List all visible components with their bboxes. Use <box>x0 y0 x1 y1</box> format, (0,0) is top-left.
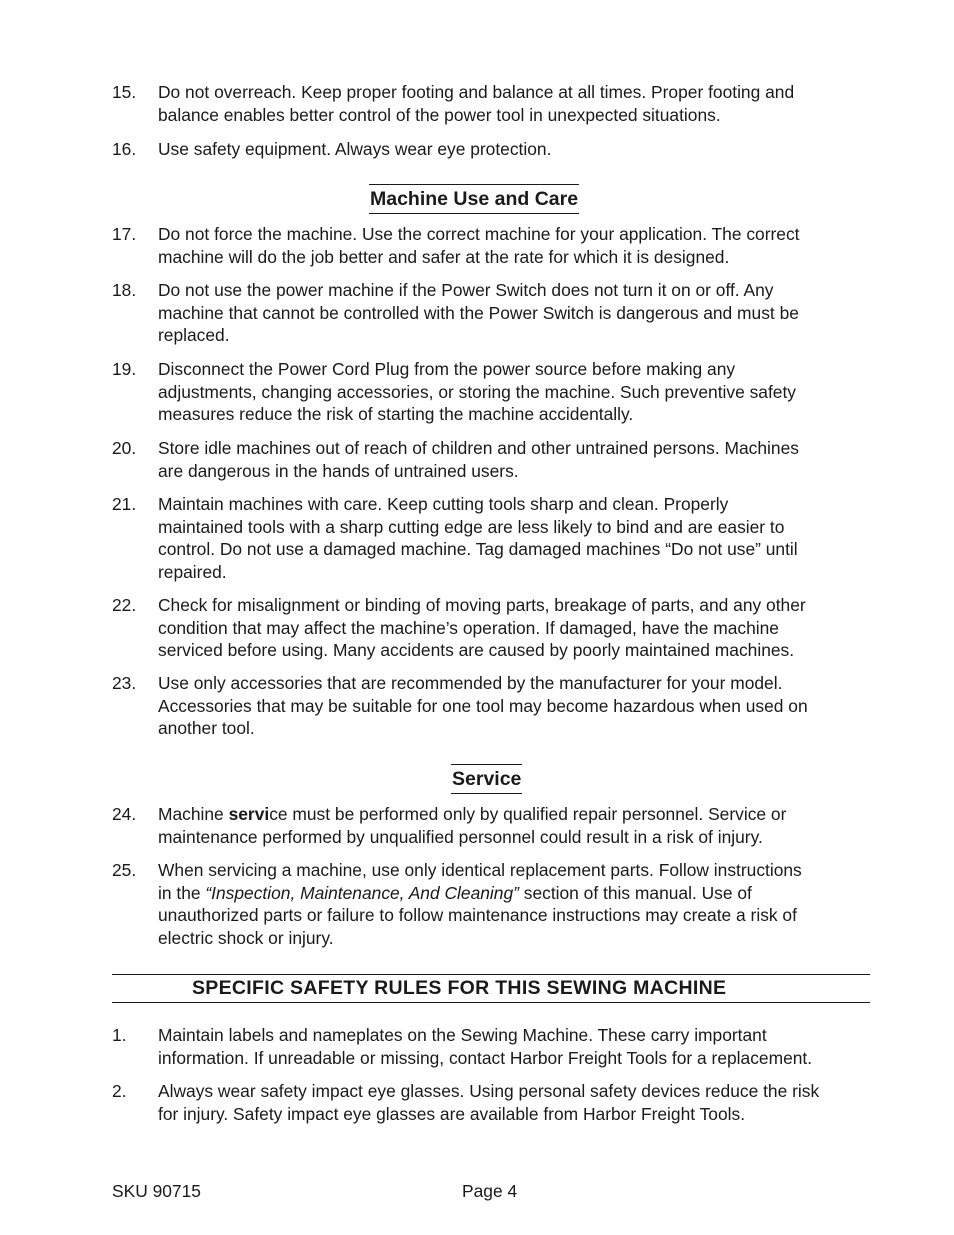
item-text: Machine service must be performed only by qualified repair personnel. Service or <box>158 804 787 824</box>
item-number: 15. <box>112 82 137 102</box>
item-number: 23. <box>112 673 137 693</box>
item-number: 21. <box>112 494 137 514</box>
item-text: balance enables better control of the power tool in unexpected situations. <box>158 104 721 125</box>
item-text: another tool. <box>158 718 255 738</box>
section-heading-machine-use: Machine Use and Care <box>369 184 579 214</box>
item-text: are dangerous in the hands of untrained users. <box>158 460 519 481</box>
item-text: maintenance performed by unqualified personnel could result in a risk of injury. <box>158 826 763 847</box>
item-text: for injury. Safety impact eye glasses are available from Harbor Freight Tools. <box>158 1103 746 1124</box>
item-text: serviced before using. Many accidents are caused by poorly maintained machines. <box>158 640 795 660</box>
item-text: electric shock or injury. <box>158 927 334 948</box>
item-number: 22. <box>112 595 137 615</box>
item-text: repaired. <box>158 561 227 582</box>
item-number: 24. <box>112 804 137 824</box>
manual-section-reference: “Inspection, Maintenance, And Cleaning” <box>205 882 519 903</box>
item-text: Check for misalignment or binding of moving parts, breakage of parts, and any other <box>158 595 806 615</box>
item-text: maintained tools with a sharp cutting edge are less likely to bind and are easier to <box>158 516 785 537</box>
item-text: information. If unreadable or missing, contact Harbor Freight Tools for a replacement. <box>158 1047 813 1068</box>
item-number: 2. <box>112 1081 127 1101</box>
item-text: machine that cannot be controlled with the Power Switch is dangerous and must be <box>158 302 799 323</box>
item-number: 18. <box>112 280 137 300</box>
section-heading-text: SPECIFIC SAFETY RULES FOR THIS SEWING MACHINE <box>192 977 727 999</box>
footer-page-number: Page 4 <box>462 1181 518 1201</box>
item-number: 20. <box>112 438 137 458</box>
item-text: Do not force the machine. Use the correct machine for your application. The correct <box>158 224 800 244</box>
item-text: Disconnect the Power Cord Plug from the power source before making any <box>158 359 736 379</box>
item-text: Accessories that may be suitable for one tool may become hazardous when used on <box>158 695 808 716</box>
item-text: Store idle machines out of reach of children and other untrained persons. Machines <box>158 438 799 458</box>
item-text: measures reduce the risk of starting the machine accidentally. <box>158 404 634 424</box>
item-number: 19. <box>112 359 137 379</box>
item-text: adjustments, changing accessories, or storing the machine. Such preventive safety <box>158 381 796 402</box>
section-heading-service: Service <box>451 764 522 794</box>
item-text: Always wear safety impact eye glasses. Using personal safety devices reduce the risk <box>158 1081 820 1101</box>
item-text: When servicing a machine, use only identical replacement parts. Follow instructions <box>158 860 802 880</box>
item-text: Maintain machines with care. Keep cutting tools sharp and clean. Properly <box>158 494 729 514</box>
item-text: Do not use the power machine if the Power Switch does not turn it on or off. Any <box>158 280 774 300</box>
item-text: in the “Inspection, Maintenance, And Cleaning” section of this manual. Use of <box>158 882 752 903</box>
item-text: Maintain labels and nameplates on the Sewing Machine. These carry important <box>158 1025 767 1045</box>
section-heading-specific-rules <box>112 974 870 1003</box>
item-text: Use only accessories that are recommended by the manufacturer for your model. <box>158 673 783 693</box>
footer-sku: SKU 90715 <box>112 1181 201 1201</box>
item-number: 16. <box>112 139 137 159</box>
item-text: machine will do the job better and safer at the rate for which it is designed. <box>158 246 730 267</box>
item-text: replaced. <box>158 325 230 345</box>
item-number: 1. <box>112 1025 127 1045</box>
item-text: Use safety equipment. Always wear eye protection. <box>158 139 552 159</box>
item-text: unauthorized parts or failure to follow maintenance instructions may create a risk of <box>158 905 797 925</box>
item-number: 25. <box>112 860 137 880</box>
item-text: Do not overreach. Keep proper footing and balance at all times. Proper footing and <box>158 82 795 102</box>
item-text: control. Do not use a damaged machine. Tag damaged machines “Do not use” until <box>158 539 798 559</box>
item-text: condition that may affect the machine’s operation. If damaged, have the machine <box>158 617 779 638</box>
item-number: 17. <box>112 224 137 244</box>
